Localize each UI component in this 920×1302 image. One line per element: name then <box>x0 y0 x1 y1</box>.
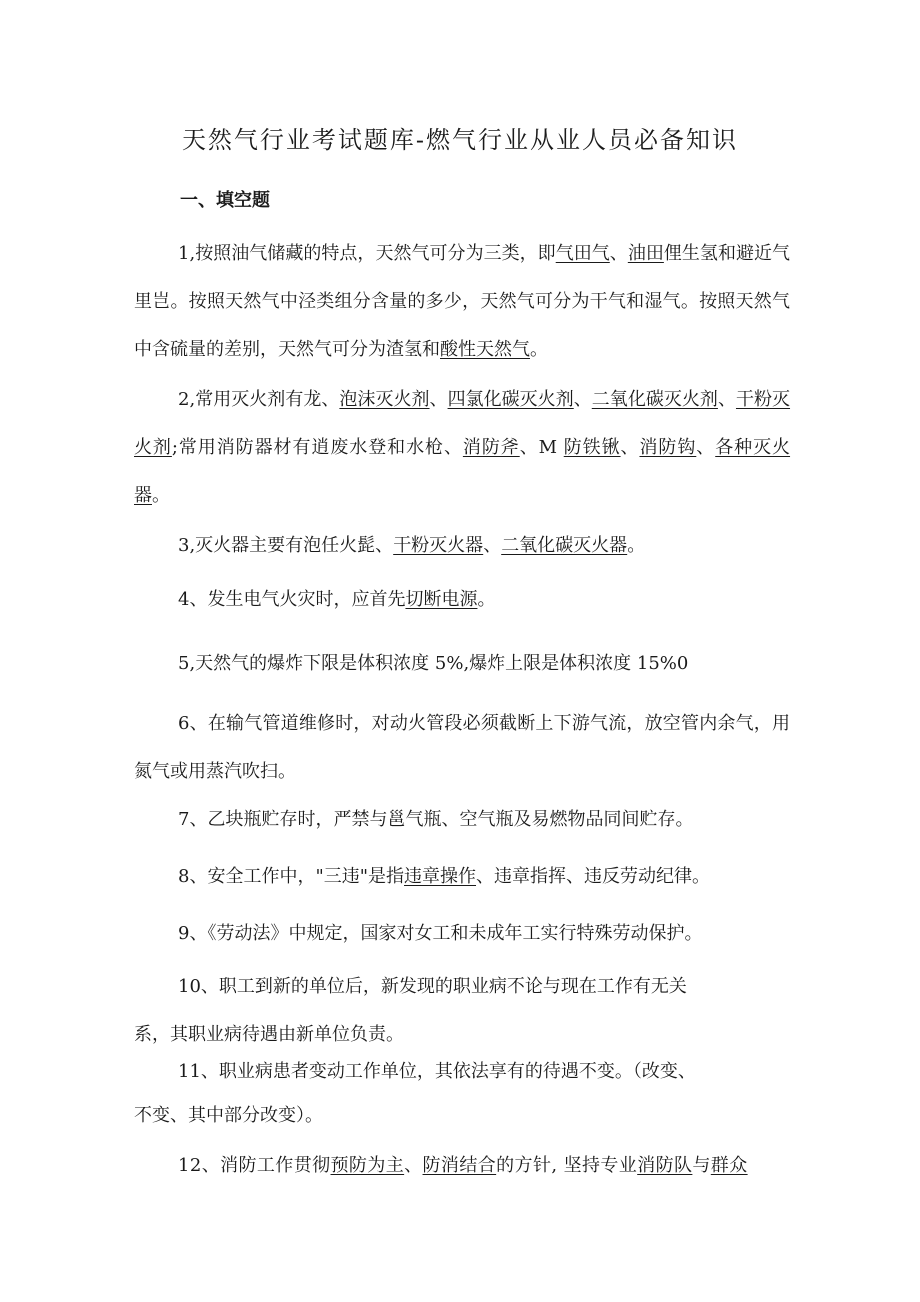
answer-blank: 干粉灭火器 <box>393 535 484 556</box>
answer-blank: 防消结合 <box>422 1155 497 1176</box>
question-8: 8、安全工作中，"三违"是指违章操作、违章指挥、违反劳动纪律。 <box>178 866 711 887</box>
question-10-line-1: 10、职工到新的单位后，新发现的职业病不论与现在工作有无关 <box>178 976 687 997</box>
answer-blank: 四氯化碳灭火剂 <box>447 389 574 410</box>
answer-blank: 各种灭火器 <box>134 437 791 506</box>
question-6: 6、在输气管道维修时，对动火管段必须截断上下游气流，放空管内余气，用氮气或用蒸汽吹扫。 <box>134 713 790 782</box>
answer-blank: 切断电源 <box>405 589 478 610</box>
answer-blank: 消防斧 <box>462 437 520 458</box>
answer-blank: 气田气 <box>555 243 610 264</box>
answer-blank: 预防为主 <box>330 1155 405 1176</box>
answer-blank: 群众 <box>710 1155 748 1176</box>
answer-blank: 防铁锹 <box>563 437 621 458</box>
answer-blank: 泡沫灭火剂 <box>339 389 430 410</box>
question-11-line-1: 11、职业病患者变动工作单位，其依法享有的待遇不变。（改变、 <box>178 1061 696 1082</box>
answer-blank: 消防钩 <box>639 437 697 458</box>
question-9: 9、《劳动法》中规定，国家对女工和未成年工实行特殊劳动保护。 <box>178 923 703 944</box>
answer-blank: 消防队 <box>637 1155 693 1176</box>
answer-blank: 油田 <box>627 243 664 264</box>
question-4: 4、发生电气火灾时，应首先切断电源。 <box>178 589 496 610</box>
question-12: 12、消防工作贯彻预防为主、防消结合的方针, 坚持专业消防队与群众 <box>178 1155 748 1176</box>
question-10-line-2: 系，其职业病待遇由新单位负责。 <box>134 1024 404 1045</box>
section-heading: 一、填空题 <box>180 190 270 211</box>
question-11-line-2: 不变、其中部分改变）。 <box>134 1105 323 1126</box>
answer-blank: 二氧化碳灭火剂 <box>591 389 718 410</box>
page-title: 天然气行业考试题库-燃气行业从业人员必备知识 <box>181 126 739 154</box>
question-1: 1,按照油气储藏的特点，天然气可分为三类，即气田气、油田俚生氢和避近气里岂。按照天然气中泾类组分含量的多少，天然气可分为干气和湿气。按照天然气中含硫量的差别，天然气可分为渣氢和酸性天然气。 <box>134 243 791 360</box>
question-2: 2,常用灭火剂有龙、泡沫灭火剂、四氯化碳灭火剂、二氧化碳灭火剂、干粉灭火剂;常用消防器材有逍废水登和水枪、消防斧、M 防铁锹、消防钩、各种灭火器。 <box>134 389 791 506</box>
question-5: 5,天然气的爆炸下限是体积浓度 5%,爆炸上限是体积浓度 15%0 <box>178 653 689 674</box>
answer-blank: 干粉灭火剂 <box>134 389 791 458</box>
answer-blank: 二氧化碳灭火器 <box>501 535 628 556</box>
answer-blank: 违章操作 <box>404 866 477 887</box>
question-3: 3,灭火器主要有泡任火髭、干粉灭火器、二氧化碳灭火器。 <box>178 535 646 556</box>
question-7: 7、乙块瓶贮存时，严禁与邕气瓶、空气瓶及易燃物品同间贮存。 <box>178 809 694 830</box>
answer-blank: 酸性天然气 <box>440 339 530 360</box>
